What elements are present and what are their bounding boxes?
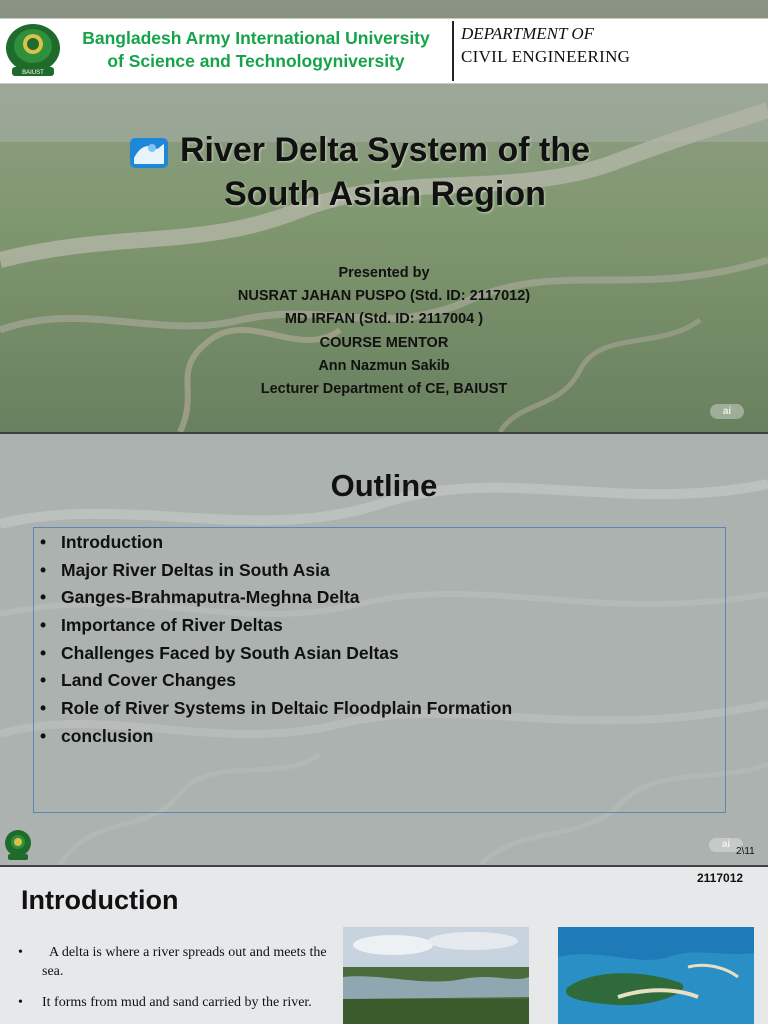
mentor-title: Lecturer Department of CE, BAIUST [260,381,508,398]
presenter-1: NUSRAT JAHAN PUSPO (Std. ID: 2117012) [237,288,531,305]
university-header [0,18,768,84]
list-item-label: Land Cover Changes [61,670,237,691]
bullet-glyph: • [18,945,23,960]
introduction-slide [0,867,768,1024]
department-line2: CIVIL ENGINEERING [461,47,631,66]
header-divider [452,21,454,81]
list-item [40,557,512,585]
presentation-title [150,128,620,216]
bullet-glyph: • [40,615,47,636]
list-item-label: Introduction [61,532,164,552]
baiust-logo-icon [4,21,62,79]
bullet-glyph: • [40,698,47,719]
presented-by-label: Presented by [338,265,430,281]
list-item-label: Importance of River Deltas [61,615,283,636]
presenter-2: MD IRFAN (Std. ID: 2117004 ) [284,311,484,328]
mentor-name: Ann Nazmun Sakib [318,357,450,374]
student-id: 2117012 [697,871,744,885]
title-line2: South Asian Region [224,175,546,213]
university-name-line1: Bangladesh Army International University [82,28,430,48]
bullet-glyph: • [40,559,47,580]
course-mentor-label: COURSE MENTOR [319,334,449,351]
list-item-text: It forms from mud and sand carried by the river. [42,995,312,1010]
university-name-line2: of Science and Technologyniversity [107,51,405,71]
outline-list [40,529,512,751]
list-item [18,943,338,981]
university-name [60,27,452,73]
bullet-glyph: • [18,995,23,1010]
list-item [18,993,338,1012]
list-item [40,584,512,612]
ai-watermark: ai [710,404,744,419]
introduction-bullets [18,943,338,1024]
list-item [40,695,512,723]
coastal-delta-photo [558,927,754,1024]
list-item-label: Role of River Systems in Deltaic Floodplain Formation [61,698,513,719]
outline-title: Outline [330,468,438,503]
presenter-block [0,262,768,401]
bullet-glyph: • [40,532,47,552]
bullet-glyph: • [40,587,47,608]
list-item-label: conclusion [61,725,154,746]
delta-landscape-photo [343,927,529,1024]
outline-slide [0,434,768,865]
baiust-logo-icon [4,829,32,861]
list-item-text: A delta is where a river spreads out and meets the sea. [42,945,331,979]
title-slide [0,0,768,432]
list-item [40,667,512,695]
list-item [40,612,512,640]
introduction-title: Introduction [21,885,179,915]
department-line1: DEPARTMENT OF [461,24,595,43]
bullet-glyph: • [40,642,47,663]
list-item-label: Ganges-Brahmaputra-Meghna Delta [61,587,360,608]
ai-watermark: ai [709,838,743,852]
bullet-glyph: • [40,725,47,746]
list-item [40,529,512,557]
page-number: 2\11 [736,846,755,857]
list-item-label: Major River Deltas in South Asia [61,559,330,580]
list-item [40,640,512,668]
title-line1: River Delta System of the [179,131,591,169]
list-item [40,723,512,751]
bullet-glyph: • [40,670,47,691]
list-item-label: Challenges Faced by South Asian Deltas [61,642,399,663]
logo-lettering: BAIUST [22,70,44,76]
